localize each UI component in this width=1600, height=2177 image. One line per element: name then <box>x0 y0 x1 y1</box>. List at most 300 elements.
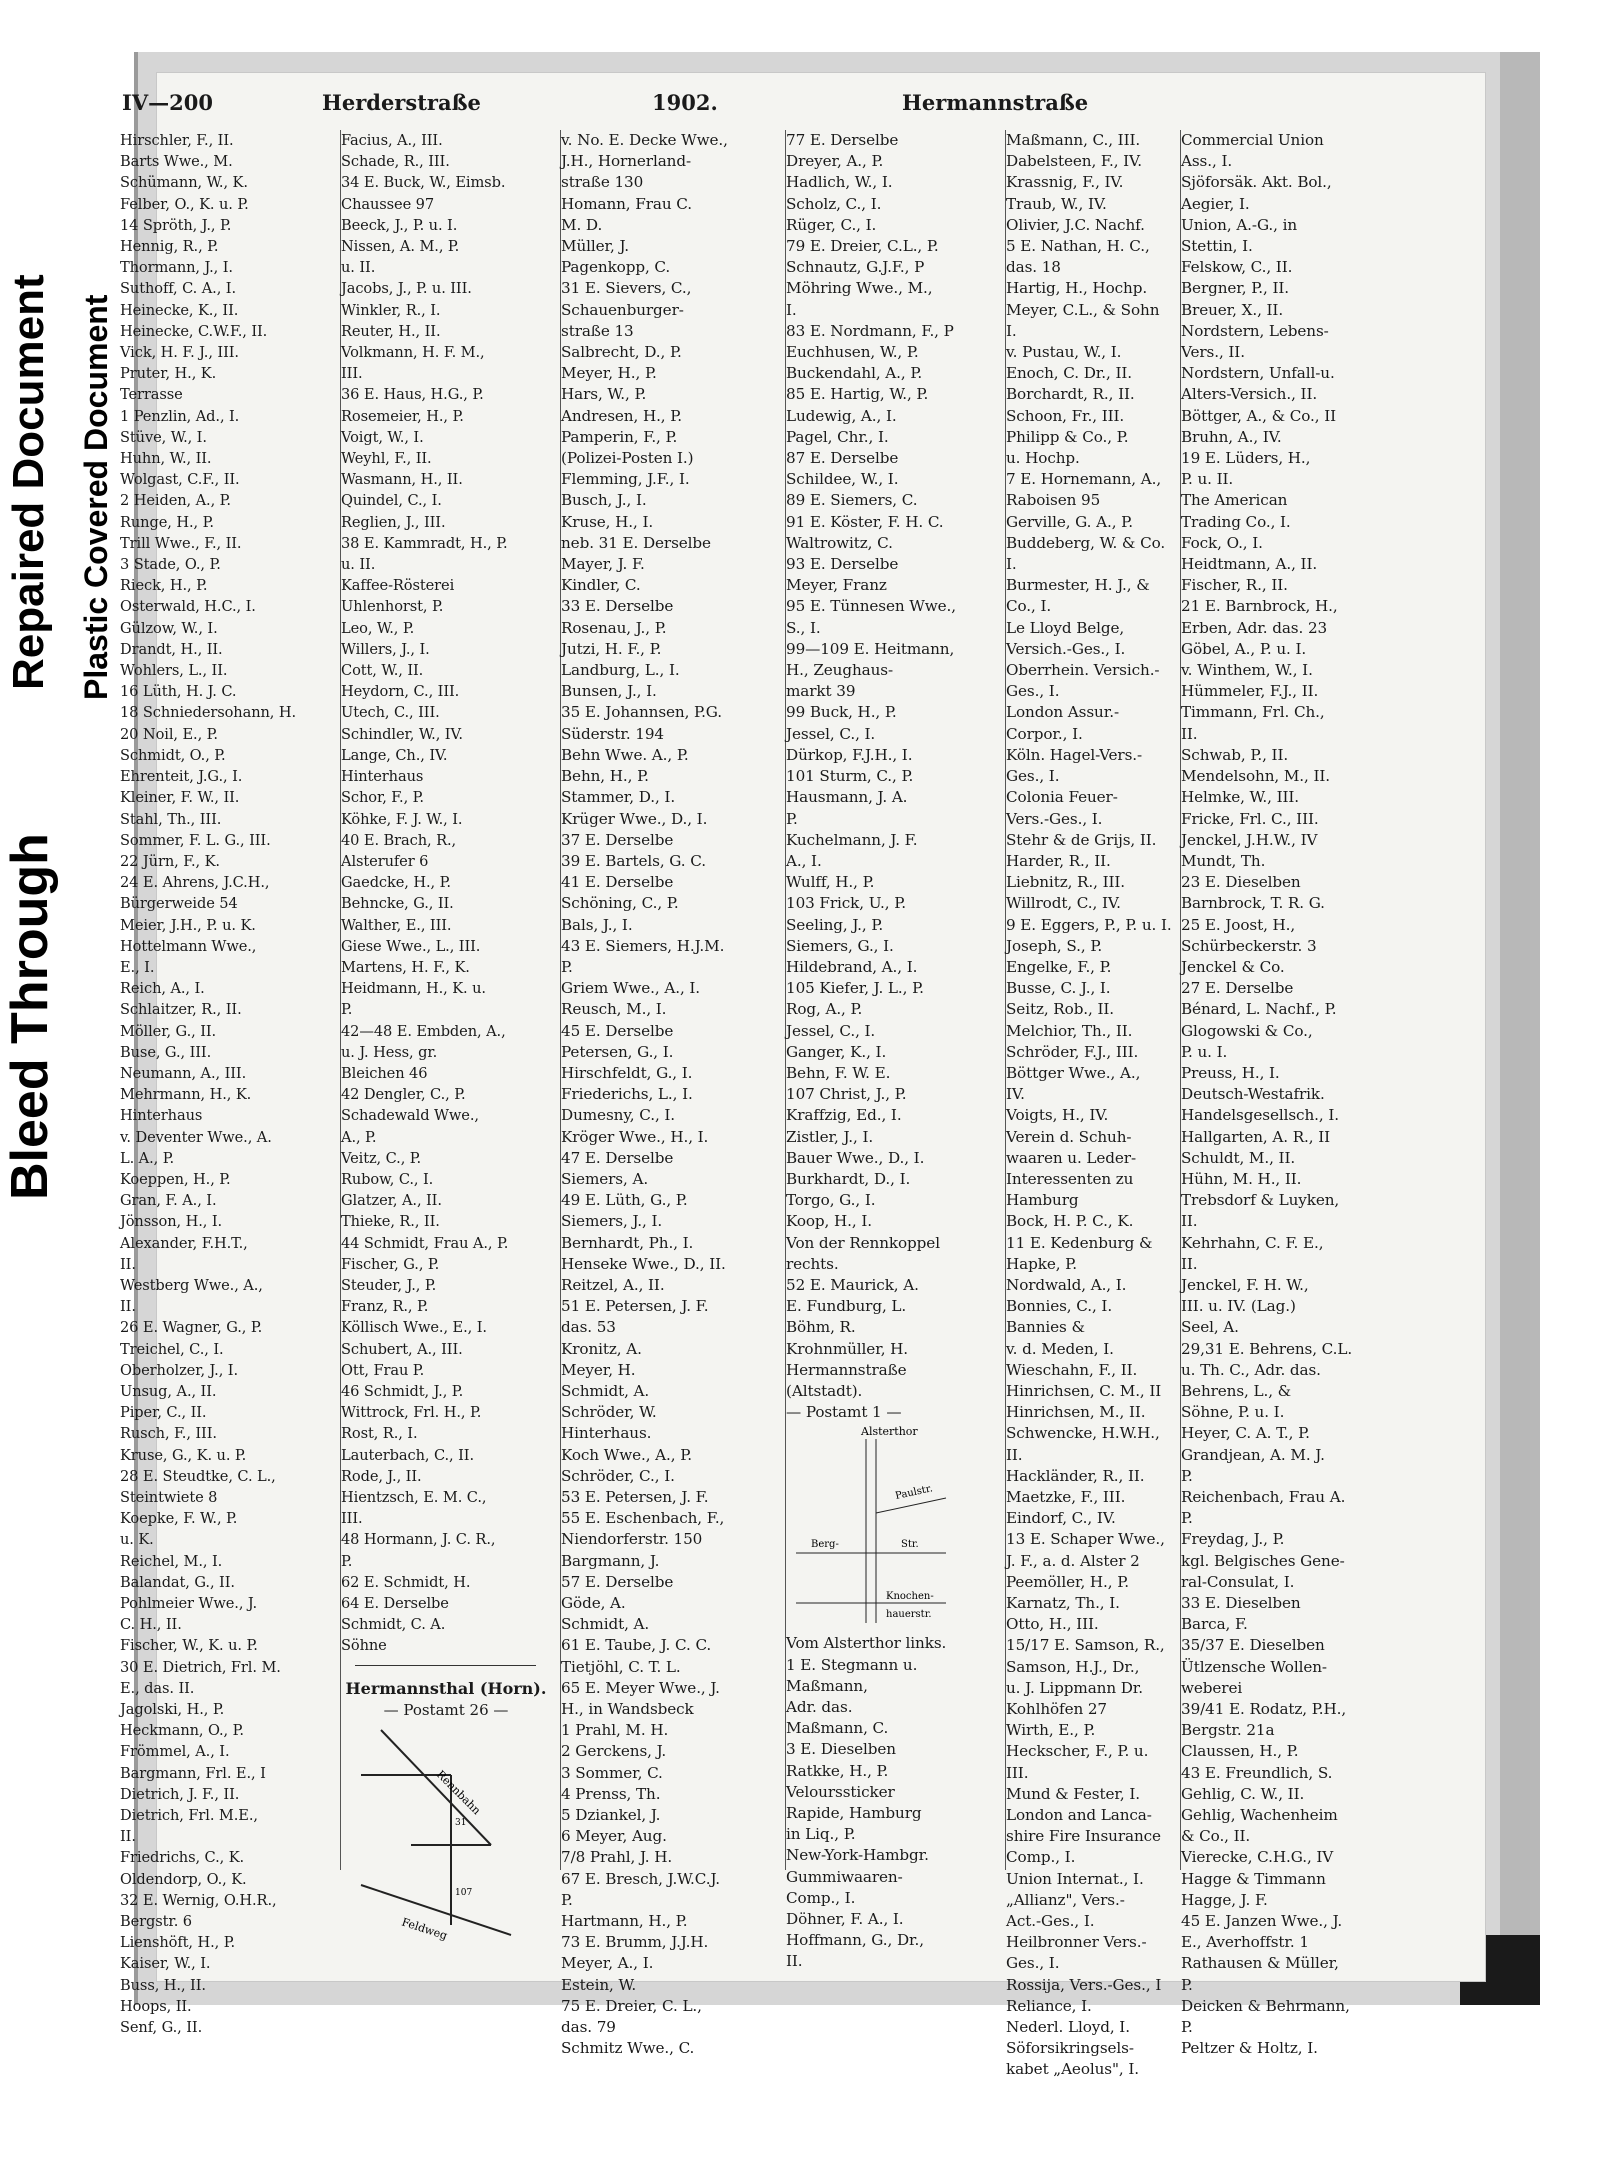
directory-entry: Mendelsohn, M., II. <box>1181 767 1331 786</box>
directory-entry: 18 Schniedersohann, H. <box>120 704 297 722</box>
directory-entry: 49 E. Lüth, G., P. <box>561 1191 688 1210</box>
directory-entry: Stettin, I. <box>1181 237 1253 256</box>
bleed-through-label: Bleed Through <box>1 833 59 1200</box>
directory-entry: Fischer, W., K. u. P. <box>120 1637 258 1655</box>
directory-entry: Kröger Wwe., H., I. <box>561 1127 709 1146</box>
directory-entry: Chaussee 97 <box>341 195 435 213</box>
directory-entry: Handelsgesellsch., I. <box>1181 1106 1339 1125</box>
column-4 <box>785 130 995 1971</box>
directory-entry: Müller, J. <box>561 237 630 256</box>
directory-entry: 26 E. Wagner, G., P. <box>120 1319 263 1337</box>
directory-entry: Schümann, W., K. <box>120 174 248 192</box>
directory-entry: Versich.-Ges., I. <box>1006 639 1126 658</box>
directory-entry: 61 E. Taube, J. C. C. <box>561 1636 712 1655</box>
directory-entry: Ges., I. <box>1006 1954 1060 1973</box>
directory-entry: Suthoff, C. A., I. <box>120 280 236 298</box>
directory-entry: E., Averhoffstr. 1 <box>1181 1933 1309 1952</box>
column-4-after-map <box>786 1633 995 1972</box>
directory-entry: Willers, J., I. <box>341 640 430 658</box>
directory-entry: Steuder, J., P. <box>341 1276 437 1294</box>
directory-entry: Stammer, D., I. <box>561 788 676 807</box>
directory-entry: Claussen, H., P. <box>1181 1742 1299 1761</box>
scan-edge <box>1500 52 1540 2005</box>
directory-entry: Waltrowitz, C. <box>786 533 893 552</box>
directory-entry: P. <box>341 1552 353 1570</box>
directory-entry: Beeck, J., P. u. I. <box>341 216 458 234</box>
directory-entry: 37 E. Derselbe <box>561 830 674 849</box>
directory-entry: Kuchelmann, J. F. <box>786 830 918 849</box>
map-label: hauerstr. <box>886 1609 932 1621</box>
directory-entry: J.H., Hornerland- <box>561 152 691 171</box>
directory-entry: E., das. II. <box>120 1679 195 1697</box>
directory-entry: Franz, R., P. <box>341 1298 429 1316</box>
directory-entry: Bock, H. P. C., K. <box>1006 1212 1134 1231</box>
directory-entry: Steintwiete 8 <box>120 1489 218 1506</box>
column-6 <box>1180 130 1390 2058</box>
directory-entry: Nordstern, Lebens- <box>1181 321 1329 340</box>
directory-entry: Bauer Wwe., D., I. <box>786 1148 925 1167</box>
directory-entry: Raboisen 95 <box>1006 491 1101 510</box>
directory-entry: Wolgast, C.F., II. <box>120 471 240 489</box>
directory-entry: Oberholzer, J., I. <box>120 1361 238 1379</box>
directory-entry: M. D. <box>561 215 603 234</box>
directory-entry: Flemming, J.F., I. <box>561 470 690 489</box>
directory-entry: 44 Schmidt, Frau A., P. <box>341 1234 509 1252</box>
directory-entry: Torgo, G., I. <box>786 1191 876 1210</box>
directory-entry: das. 79 <box>561 2018 616 2037</box>
directory-entry: 39 E. Bartels, G. C. <box>561 851 706 870</box>
map-label: Str. <box>901 1539 919 1551</box>
directory-entry: Harder, R., II. <box>1006 851 1111 870</box>
directory-entry: (Polizei-Posten I.) <box>561 449 694 468</box>
directory-entry: Jessel, C., I. <box>786 724 876 743</box>
directory-entry: 1 E. Stegmann u. <box>786 1655 918 1674</box>
directory-entry: Utech, C., III. <box>341 704 440 722</box>
directory-entry: Stüve, W., I. <box>120 428 207 446</box>
directory-entry: Maßmann, C. <box>786 1719 889 1738</box>
directory-entry: Ratkke, H., P. <box>786 1761 889 1780</box>
directory-entry: Vers., II. <box>1181 343 1245 362</box>
directory-entry: Eindorf, C., IV. <box>1006 1509 1116 1528</box>
directory-entry: 35/37 E. Dieselben <box>1181 1636 1325 1655</box>
directory-entry: u. J. Lippmann Dr. <box>1006 1678 1144 1697</box>
hermannsthal-map-svg <box>341 1725 551 1945</box>
directory-entry: 2 Gerckens, J. <box>561 1742 667 1761</box>
directory-entry: Ludewig, A., I. <box>786 406 897 425</box>
directory-entry: Söhne, P. u. I. <box>1181 1403 1285 1422</box>
directory-entry: Ütlzensche Wollen- <box>1181 1657 1327 1676</box>
directory-entry: Krassnig, F., IV. <box>1006 173 1124 192</box>
directory-entry: Siemers, J., I. <box>561 1212 663 1231</box>
directory-entry: Homann, Frau C. <box>561 194 692 213</box>
directory-entry: II. <box>1181 724 1198 743</box>
directory-entry: Glatzer, A., II. <box>341 1192 442 1210</box>
directory-entry: 99 Buck, H., P. <box>786 703 897 722</box>
directory-entry: London Assur.- <box>1006 703 1119 722</box>
directory-entry: Heidmann, H., K. u. <box>341 980 486 998</box>
directory-entry: II. <box>120 1255 136 1273</box>
directory-entry: Gummiwaaren- <box>786 1867 903 1886</box>
directory-entry: Buse, G., III. <box>120 1043 212 1061</box>
directory-entry: P. <box>1181 2018 1193 2037</box>
directory-entry: Kohlhöfen 27 <box>1006 1700 1107 1719</box>
directory-entry: Quindel, C., I. <box>341 492 442 510</box>
directory-entry: u. Hochp. <box>1006 449 1080 468</box>
altstadt-map <box>786 1423 996 1633</box>
directory-entry: Melchior, Th., II. <box>1006 1021 1133 1040</box>
directory-entry: Hirschler, F., II. <box>120 132 234 149</box>
directory-entry: Drandt, H., II. <box>120 640 223 658</box>
directory-entry: II. <box>1006 1445 1023 1464</box>
directory-entry: Hinterhaus <box>341 768 424 786</box>
directory-entry: u. II. <box>341 556 376 574</box>
directory-entry: Schade, R., III. <box>341 153 450 171</box>
directory-entry: 5 Dziankel, J. <box>561 1806 661 1825</box>
directory-entry: 1 Prahl, M. H. <box>561 1721 669 1740</box>
directory-entry: Rode, J., II. <box>341 1467 422 1485</box>
directory-entry: Jutzi, H. F., P. <box>561 639 662 658</box>
directory-entry: Meyer, C.L., & Sohn <box>1006 300 1160 319</box>
directory-entry: Oldendorp, O., K. <box>120 1870 247 1888</box>
directory-entry: Pagenkopp, C. <box>561 258 671 277</box>
directory-entry: Willrodt, C., IV. <box>1006 894 1121 913</box>
directory-entry: Balandat, G., II. <box>120 1573 235 1591</box>
directory-entry: Rog, A., P. <box>786 1000 863 1019</box>
directory-entry: Fock, O., I. <box>1181 533 1263 552</box>
directory-entry: III. <box>1006 1763 1029 1782</box>
directory-entry: Bergstr. 6 <box>120 1913 192 1931</box>
directory-entry: Reuter, H., II. <box>341 322 441 340</box>
directory-entry: J. F., a. d. Alster 2 <box>1006 1551 1140 1570</box>
directory-entry: A., I. <box>786 851 822 870</box>
directory-entry: 16 Lüth, H. J. C. <box>120 683 237 701</box>
directory-entry: Jenckel, F. H. W., <box>1181 1275 1309 1294</box>
directory-entry: rechts. <box>786 1254 839 1273</box>
directory-entry: Gran, F. A., I. <box>120 1192 217 1210</box>
directory-entry: Friederichs, L., I. <box>561 1085 693 1104</box>
directory-entry: 75 E. Dreier, C. L., <box>561 1996 702 2015</box>
directory-entry: Kronitz, A. <box>561 1339 642 1358</box>
directory-entry: I. <box>1006 321 1017 340</box>
directory-entry: Frömmel, A., I. <box>120 1743 230 1761</box>
directory-entry: Gaedcke, H., P. <box>341 874 451 892</box>
directory-entry: 1 Penzlin, Ad., I. <box>120 407 240 425</box>
directory-entry: 2 Heiden, A., P. <box>120 492 231 510</box>
directory-entry: H., Zeughaus- <box>786 661 894 680</box>
directory-entry: 7 E. Hornemann, A., <box>1006 470 1162 489</box>
directory-entry: Hamburg <box>1006 1191 1079 1210</box>
directory-entry: Söhne <box>341 1637 387 1655</box>
directory-entry: 14 Spröth, J., P. <box>120 216 232 234</box>
directory-entry: Schubert, A., III. <box>341 1340 463 1358</box>
directory-entry: 103 Frick, U., P. <box>786 894 906 913</box>
directory-entry: Hausmann, J. A. <box>786 788 908 807</box>
directory-entry: Nordstern, Unfall-u. <box>1181 364 1335 383</box>
directory-entry: Kleiner, F. W., II. <box>120 789 240 807</box>
directory-entry: 39/41 E. Rodatz, P.H., <box>1181 1700 1347 1719</box>
directory-entry: Enoch, C. Dr., II. <box>1006 364 1132 383</box>
directory-entry: Hinrichsen, M., II. <box>1006 1403 1146 1422</box>
map-label: Paulstr. <box>894 1483 934 1503</box>
directory-entry: Reliance, I. <box>1006 1996 1092 2015</box>
directory-entry: in Liq., P. <box>786 1825 856 1844</box>
directory-entry: Seeling, J., P. <box>786 915 884 934</box>
directory-entry: 3 Stade, O., P. <box>120 556 221 574</box>
directory-entry: 27 E. Derselbe <box>1181 979 1294 998</box>
directory-entry: Dietrich, Frl. M.E., <box>120 1807 258 1825</box>
directory-entry: Reichenbach, Frau A. <box>1181 1488 1346 1506</box>
directory-entry: Grandjean, A. M. J. <box>1181 1445 1325 1464</box>
directory-entry: Nissen, A. M., P. <box>341 238 460 256</box>
directory-entry: P. <box>786 809 798 828</box>
directory-entry: u. Th. C., Adr. das. <box>1181 1360 1321 1379</box>
directory-entry: Hühn, M. H., II. <box>1181 1169 1302 1188</box>
directory-entry: u. J. Hess, gr. <box>341 1043 438 1061</box>
directory-entry: Schuldt, M., II. <box>1181 1148 1296 1167</box>
directory-entry: 40 E. Brach, R., <box>341 831 457 849</box>
directory-entry: Griem Wwe., A., I. <box>561 979 701 998</box>
directory-entry: London and Lanca- <box>1006 1806 1152 1825</box>
directory-entry: Hoops, II. <box>120 1997 192 2015</box>
column-3 <box>560 130 770 2058</box>
directory-entry: Wittrock, Frl. H., P. <box>341 1404 482 1422</box>
directory-entry: Jönsson, H., I. <box>120 1213 223 1231</box>
directory-entry: Felskow, C., II. <box>1181 258 1293 277</box>
directory-entry: Mayer, J. F. <box>561 555 645 574</box>
directory-entry: Jenckel & Co. <box>1181 957 1285 976</box>
directory-entry: Schwab, P., II. <box>1181 745 1289 764</box>
directory-entry: L. A., P. <box>120 1149 175 1167</box>
directory-entry: Köllisch Wwe., E., I. <box>341 1319 487 1337</box>
directory-entry: neb. 31 E. Derselbe <box>561 533 711 552</box>
directory-entry: Deutsch-Westafrik. <box>1181 1085 1325 1104</box>
directory-entry: 34 E. Buck, W., Eimsb. <box>341 174 506 192</box>
directory-entry: 67 E. Bresch, J.W.C.J. <box>561 1869 720 1888</box>
directory-entry: P. <box>561 1890 573 1909</box>
directory-entry: H., in Wandsbeck <box>561 1700 694 1719</box>
page-number: IV—200 <box>122 90 213 115</box>
right-street-title: Hermannstraße <box>902 90 1089 115</box>
directory-entry: Fischer, G., P. <box>341 1255 440 1273</box>
directory-entry: Trill Wwe., F., II. <box>120 534 242 552</box>
map-label: Knochen- <box>886 1591 934 1603</box>
directory-entry: 95 E. Tünnesen Wwe., <box>786 597 957 616</box>
directory-entry: Westberg Wwe., A., <box>120 1276 263 1294</box>
directory-entry: Kraffzig, Ed., I. <box>786 1106 902 1125</box>
directory-entry: Borchardt, R., II. <box>1006 385 1135 404</box>
directory-entry: Meyer, H., P. <box>561 364 657 383</box>
map-road-line <box>381 1730 491 1845</box>
map-label: Berg- <box>811 1539 839 1551</box>
directory-entry: Leo, W., P. <box>341 619 415 637</box>
directory-entry: 36 E. Haus, H.G., P. <box>341 386 484 404</box>
directory-entry: P. u. II. <box>1181 470 1234 489</box>
directory-entry: Süderstr. 194 <box>561 724 664 743</box>
directory-entry: Hermannstraße <box>786 1360 907 1379</box>
directory-entry: Runge, H., P. <box>120 513 214 531</box>
directory-entry: Commercial Union <box>1181 131 1324 149</box>
directory-entry: Busch, J., I. <box>561 491 647 510</box>
directory-entry: Behn, H., P. <box>561 767 649 786</box>
column-2 <box>340 130 550 1943</box>
directory-entry: Joseph, S., P. <box>1006 936 1103 955</box>
directory-entry: Krüger Wwe., D., I. <box>561 809 708 828</box>
directory-entry: v. Pustau, W., I. <box>1006 343 1122 362</box>
directory-entry: Winkler, R., I. <box>341 301 441 319</box>
directory-entry: Verein d. Schuh- <box>1006 1127 1132 1146</box>
directory-entry: Kruse, H., I. <box>561 512 654 531</box>
map-postamt: — Postamt 26 — <box>383 1700 509 1719</box>
directory-entry: Ott, Frau P. <box>341 1361 425 1379</box>
directory-entry: Heckscher, F., P. u. <box>1006 1742 1149 1761</box>
directory-entry: Peemöller, H., P. <box>1006 1572 1129 1591</box>
directory-entry: Buddeberg, W. & Co. <box>1006 533 1166 552</box>
directory-entry: P. <box>1181 1466 1193 1485</box>
directory-entry: Seel, A. <box>1181 1318 1239 1337</box>
directory-entry: 43 E. Siemers, H.J.M. <box>561 936 725 955</box>
directory-entry: Veitz, C., P. <box>341 1149 422 1167</box>
directory-entry: 48 Hormann, J. C. R., <box>341 1531 496 1549</box>
directory-entry: Interessenten zu <box>1006 1169 1134 1188</box>
map-road-line <box>876 1498 946 1513</box>
directory-entry: — Postamt 1 — <box>786 1403 902 1422</box>
directory-entry: Von der Rennkoppel <box>786 1233 940 1252</box>
hermannsthal-map-block <box>341 1665 550 2025</box>
directory-entry: Heinecke, K., II. <box>120 301 239 319</box>
directory-entry: Bonnies, C., I. <box>1006 1297 1113 1316</box>
directory-entry: Volkmann, H. F. M., <box>341 344 485 362</box>
directory-entry: 105 Kiefer, J. L., P. <box>786 979 924 998</box>
directory-entry: 83 E. Nordmann, F., P <box>786 321 954 340</box>
directory-entry: Act.-Ges., I. <box>1006 1912 1095 1931</box>
directory-entry: 52 E. Maurick, A. <box>786 1275 919 1294</box>
directory-entry: Senf, G., II. <box>120 2019 203 2037</box>
directory-entry: Hennig, R., P. <box>120 238 219 256</box>
directory-entry: Dürkop, F.J.H., I. <box>786 745 913 764</box>
directory-entry: The American <box>1181 491 1288 510</box>
directory-entry: 32 E. Wernig, O.H.R., <box>120 1891 277 1909</box>
directory-entry: Fricke, Frl. C., III. <box>1181 809 1319 828</box>
directory-entry: 23 E. Dieselben <box>1181 873 1301 892</box>
directory-entry: kabet „Aeolus", I. <box>1006 2060 1139 2079</box>
directory-entry: 85 E. Hartig, W., P. <box>786 385 929 404</box>
directory-entry: 11 E. Kedenburg & <box>1006 1233 1153 1252</box>
directory-entry: Schildee, W., I. <box>786 470 899 489</box>
directory-entry: Rieck, H., P. <box>120 577 208 595</box>
directory-entry: 47 E. Derselbe <box>561 1148 674 1167</box>
directory-entry: 29,31 E. Behrens, C.L. <box>1181 1339 1353 1358</box>
directory-entry: 64 E. Derselbe <box>341 1595 449 1613</box>
directory-entry: P. <box>1181 1509 1193 1528</box>
directory-entry: Meyer, H. <box>561 1360 636 1379</box>
directory-entry: Söforsikringsels- <box>1006 2039 1134 2058</box>
directory-entry: Facius, A., III. <box>341 132 443 149</box>
directory-entry: Behrens, L., & <box>1181 1381 1292 1400</box>
directory-entry: ral-Consulat, I. <box>1181 1572 1295 1591</box>
directory-entry: 55 E. Eschenbach, F., <box>561 1509 725 1528</box>
directory-entry: Busse, C. J., I. <box>1006 979 1111 998</box>
directory-entry: Heinecke, C.W.F., II. <box>120 322 268 340</box>
directory-entry: Timmann, Frl. Ch., <box>1181 703 1325 722</box>
directory-entry: P. <box>561 957 573 976</box>
directory-entry: Freydag, J., P. <box>1181 1530 1285 1549</box>
directory-entry: Colonia Feuer- <box>1006 788 1118 807</box>
directory-entry: Schlaitzer, R., II. <box>120 1001 242 1019</box>
column-2-entries <box>341 130 550 1657</box>
directory-entry: Pamperin, F., P. <box>561 427 678 446</box>
directory-entry: Heidtmann, A., II. <box>1181 555 1318 574</box>
directory-entry: Thieke, R., II. <box>341 1213 440 1231</box>
directory-entry: Bernhardt, Ph., I. <box>561 1233 694 1252</box>
directory-entry: Wulff, H., P. <box>786 873 875 892</box>
map-label: Rennbahn <box>433 1767 484 1817</box>
directory-entry: Thormann, J., I. <box>120 259 233 277</box>
directory-entry: u. II. <box>341 259 376 277</box>
directory-entry: A., P. <box>341 1128 377 1146</box>
directory-entry: Scholz, C., I. <box>786 194 882 213</box>
directory-entry: v. d. Meden, I. <box>1006 1339 1114 1358</box>
directory-entry: Schröder, C., I. <box>561 1466 675 1485</box>
directory-entry: Vom Alsterthor links. <box>786 1634 947 1653</box>
directory-entry: 33 E. Derselbe <box>561 597 674 616</box>
directory-entry: Schoon, Fr., III. <box>1006 406 1125 425</box>
directory-entry: Barnbrock, T. R. G. <box>1181 894 1325 913</box>
directory-entry: 45 E. Janzen Wwe., J. <box>1181 1912 1343 1931</box>
directory-entry: Maßmann, C., III. <box>1006 131 1141 149</box>
directory-entry: 4 Prenss, Th. <box>561 1784 661 1803</box>
directory-entry: III. <box>341 1510 363 1528</box>
directory-entry: 5 E. Nathan, H. C., <box>1006 237 1150 256</box>
directory-entry: 91 E. Köster, F. H. C. <box>786 512 944 531</box>
directory-entry: Piper, C., II. <box>120 1404 207 1422</box>
directory-entry: v. Deventer Wwe., A. <box>120 1128 272 1146</box>
directory-entry: Salbrecht, D., P. <box>561 343 682 362</box>
directory-entry: Kaiser, W., I. <box>120 1955 211 1973</box>
directory-entry: Otto, H., III. <box>1006 1615 1099 1634</box>
directory-entry: Bargmann, J. <box>561 1551 660 1570</box>
column-4-entries <box>786 130 995 1423</box>
directory-entry: 20 Noil, E., P. <box>120 725 218 743</box>
directory-entry: Pruter, H., K. <box>120 365 217 383</box>
directory-entry: Peltzer & Holtz, I. <box>1181 2039 1318 2058</box>
directory-entry: Schöning, C., P. <box>561 894 679 913</box>
directory-entry: Deicken & Behrmann, <box>1181 1996 1350 2015</box>
directory-entry: Adr. das. <box>786 1698 853 1716</box>
directory-entry: Hagge, J. F. <box>1181 1890 1268 1909</box>
directory-entry: 46 Schmidt, J., P. <box>341 1382 464 1400</box>
directory-entry: Nederl. Lloyd, I. <box>1006 2018 1130 2037</box>
directory-entry: Henseke Wwe., D., II. <box>561 1254 726 1273</box>
directory-entry: Rubow, C., I. <box>341 1170 434 1188</box>
directory-entry: v. Winthem, W., I. <box>1181 661 1313 680</box>
directory-entry: 51 E. Petersen, J. F. <box>561 1297 709 1316</box>
directory-entry: 13 E. Schaper Wwe., <box>1006 1530 1165 1549</box>
directory-entry: Schadewald Wwe., <box>341 1107 479 1125</box>
directory-entry: Heilbronner Vers.- <box>1006 1933 1147 1952</box>
directory-entry: Göbel, A., P. u. I. <box>1181 639 1307 658</box>
directory-entry: Reichel, M., I. <box>120 1552 223 1570</box>
directory-entry: P. <box>341 1001 353 1019</box>
directory-entry: 79 E. Dreier, C.L., P. <box>786 237 939 256</box>
directory-columns <box>120 130 1353 2079</box>
directory-entry: Hildebrand, A., I. <box>786 957 918 976</box>
directory-entry: 31 E. Sievers, C., <box>561 279 692 298</box>
directory-entry: III. <box>341 365 363 383</box>
directory-entry: Bergner, P., II. <box>1181 279 1289 298</box>
directory-entry: Hoffmann, G., Dr., <box>786 1931 925 1950</box>
directory-entry: Traub, W., IV. <box>1006 194 1107 213</box>
directory-entry: Vick, H. F. J., III. <box>120 344 239 362</box>
